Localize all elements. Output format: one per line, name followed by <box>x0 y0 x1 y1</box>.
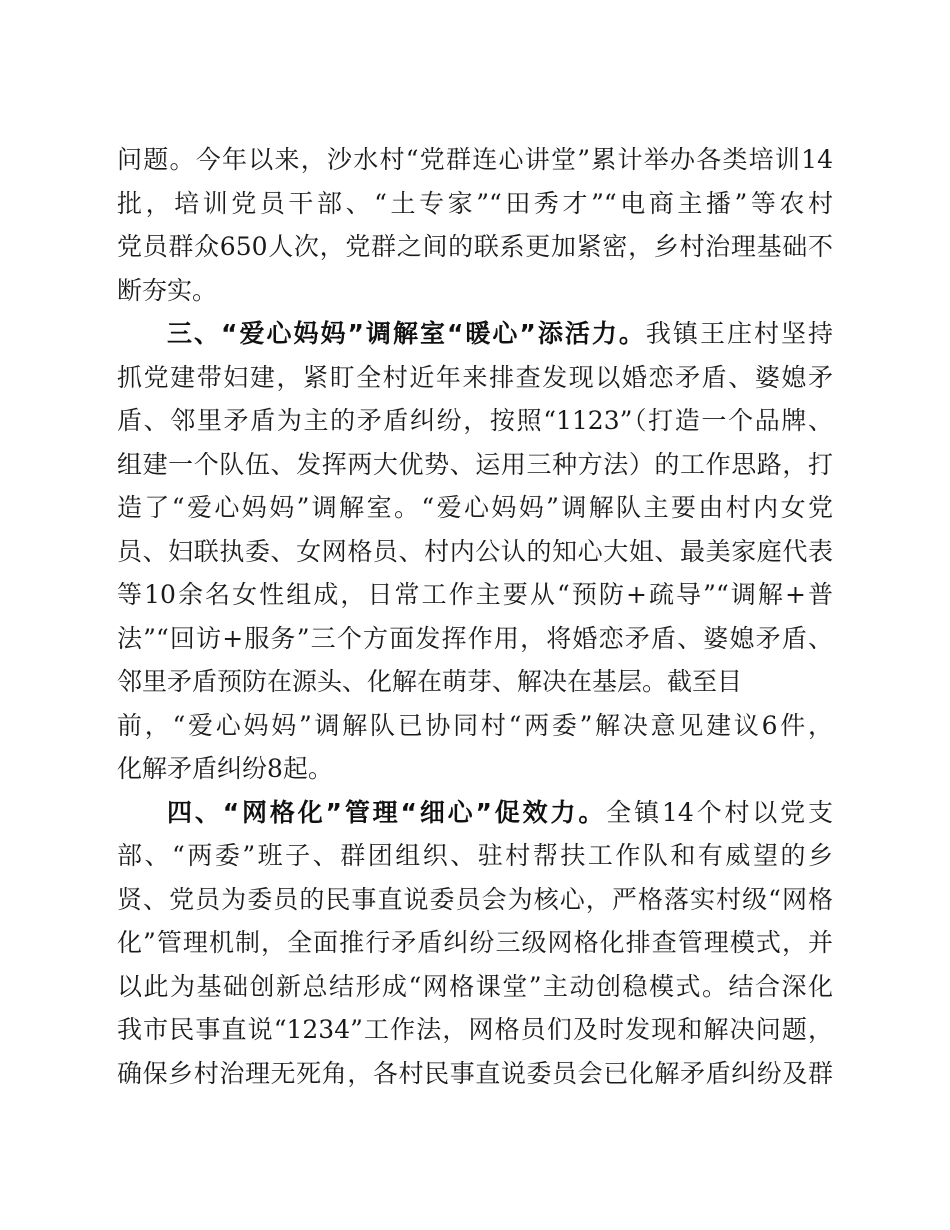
text-line: 批，培训党员干部、“土专家”“田秀才”“电商主播”等农村 <box>117 188 833 218</box>
text-line: 前，“爱心妈妈”调解队已协同村“两委”解决意见建议6件， <box>117 710 833 740</box>
text-line: 确保乡村治理无死角，各村民事直说委员会已化解矛盾纠纷及群 <box>117 1058 833 1088</box>
text-line: 邻里矛盾预防在源头、化解在萌芽、解决在基层。截至目 <box>117 667 743 696</box>
text-line <box>117 791 833 835</box>
text-line: 部、“两委”班子、群团组织、驻村帮扶工作队和有威望的乡 <box>117 841 833 870</box>
text-line: 党员群众650人次，党群之间的联系更加紧密，乡村治理基础不 <box>117 232 833 261</box>
paragraph-love-mother-mediation <box>117 312 833 791</box>
text-line: 问题。今年以来，沙水村“党群连心讲堂”累计举办各类培训14 <box>117 145 833 174</box>
section-heading-four: 四、“网格化”管理“细心”促效力。 <box>167 797 607 827</box>
paragraph-shashui-village <box>117 138 833 312</box>
text-line: 盾、邻里矛盾为主的矛盾纠纷，按照“1123”（打造一个品牌、 <box>117 406 833 435</box>
section-heading-three: 三、“爱心妈妈”调解室“暖心”添活力。 <box>167 319 646 348</box>
text-run: 我镇王庄村坚持 <box>645 319 833 348</box>
text-line: 以此为基础创新总结形成“网格课堂”主动创稳模式。结合深化 <box>117 971 833 1001</box>
text-run: 全镇14个村以党支 <box>606 797 833 827</box>
text-line: 法”“回访+服务”三个方面发挥作用，将婚恋矛盾、婆媳矛盾、 <box>117 623 833 653</box>
text-line: 员、妇联执委、女网格员、村内公认的知心大姐、最美家庭代表 <box>117 536 833 566</box>
text-line: 我市民事直说“1234”工作法，网格员们及时发现和解决问题， <box>117 1015 833 1044</box>
text-line: 造了“爱心妈妈”调解室。“爱心妈妈”调解队主要由村内女党 <box>117 493 833 522</box>
text-line: 化解矛盾纠纷8起。 <box>117 754 333 783</box>
text-line: 抓党建带妇建，紧盯全村近年来排查发现以婚恋矛盾、婆媳矛 <box>117 362 833 392</box>
text-line: 等10余名女性组成，日常工作主要从“预防+疏导”“调解+普 <box>117 580 833 609</box>
text-line: 组建一个队伍、发挥两大优势、运用三种方法）的工作思路，打 <box>117 449 833 479</box>
paragraph-grid-management <box>117 791 833 1096</box>
text-line <box>117 312 833 356</box>
document-body <box>117 138 833 1095</box>
text-line: 贤、党员为委员的民事直说委员会为核心，严格落实村级“网格 <box>117 884 833 914</box>
text-line: 断夯实。 <box>117 275 218 305</box>
text-line: 化”管理机制，全面推行矛盾纠纷三级网格化排查管理模式，并 <box>117 928 833 957</box>
